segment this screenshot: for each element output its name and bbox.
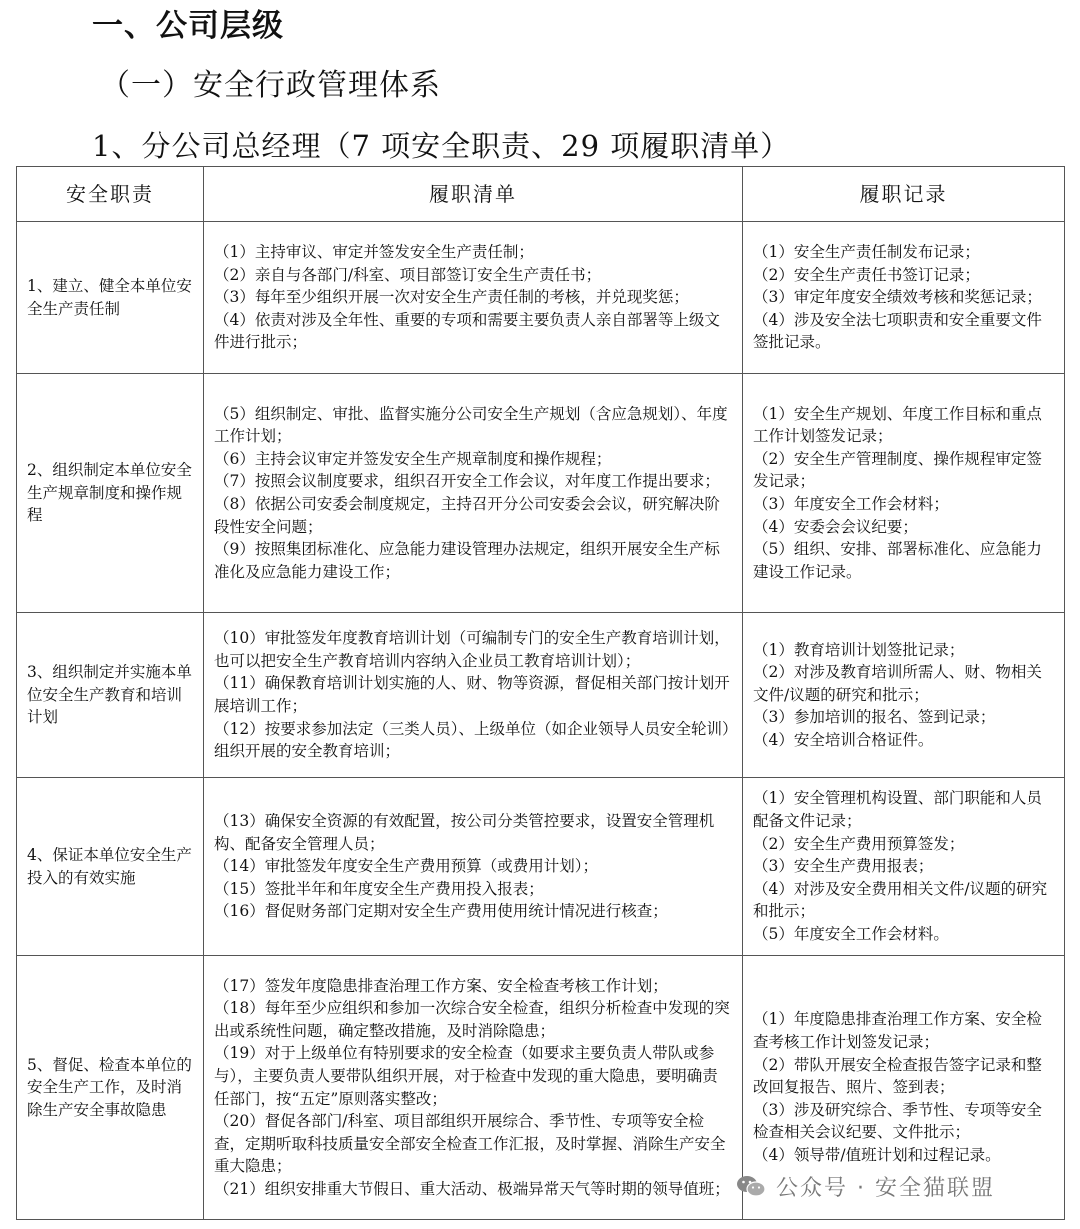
duty-cell: 2、组织制定本单位安全生产规章制度和操作规程 <box>17 374 204 613</box>
section-heading: 一、公司层级 <box>92 8 284 44</box>
record-item: （5）组织、安排、部署标准化、应急能力建设工作记录。 <box>753 540 1042 581</box>
list-item: （16）督促财务部门定期对安全生产费用使用统计情况进行核查； <box>214 902 668 921</box>
record-item: （4）涉及安全法七项职责和安全重要文件签批记录。 <box>753 310 1042 352</box>
list-item: （13）确保安全资源的有效配置，按公司分类管控要求，设置安全管理机构、配备安全管理人员； <box>214 812 715 853</box>
list-item: （21）组织安排重大节假日、重大活动、极端异常天气等时期的领导值班； <box>214 1179 730 1198</box>
record-item: （2）带队开展安全检查报告签字记录和整改回复报告、照片、签到表； <box>753 1055 1042 1097</box>
record-item: （1）安全管理机构设置、部门职能和人员配备文件记录； <box>753 789 1042 831</box>
list-cell <box>204 613 743 778</box>
duty-cell: 5、督促、检查本单位的安全生产工作，及时消除生产安全事故隐患 <box>17 956 204 1220</box>
list-item: （3）每年至少组织开展一次对安全生产责任制的考核，并兑现奖惩； <box>214 288 689 307</box>
list-cell <box>204 956 743 1220</box>
record-item: （2）安全生产费用预算签发； <box>753 834 965 853</box>
records-cell <box>743 778 1065 956</box>
table-row <box>17 222 1065 374</box>
table-title: 1、分公司总经理（7 项安全职责、29 项履职清单） <box>92 129 791 163</box>
records-cell <box>743 613 1065 778</box>
list-item: （6）主持会议审定并签发安全生产规章制度和操作规程； <box>214 449 612 468</box>
duty-cell: 3、组织制定并实施本单位安全生产教育和培训计划 <box>17 613 204 778</box>
list-item: （10）审批签发年度教育培训计划（可编制专门的安全生产教育培训计划，也可以把安全生产教育培训内容纳入企业员工教育培训计划）； <box>214 629 730 670</box>
record-item: （1）安全生产责任制发布记录； <box>753 243 980 262</box>
watermark <box>736 1166 995 1206</box>
record-item: （1）教育培训计划签批记录； <box>753 640 965 659</box>
table-header-row <box>17 167 1065 222</box>
wechat-icon <box>736 1174 766 1198</box>
record-item: （1）年度隐患排查治理工作方案、安全检查考核工作计划签发记录； <box>753 1010 1042 1052</box>
record-item: （5）年度安全工作会材料。 <box>753 924 949 943</box>
list-cell <box>204 222 743 374</box>
subsection-heading: （一）安全行政管理体系 <box>100 68 441 103</box>
records-cell <box>743 374 1065 613</box>
record-item: （2）安全生产管理制度、操作规程审定签发记录； <box>753 449 1042 491</box>
list-cell <box>204 374 743 613</box>
list-item: （8）依据公司安委会制度规定，主持召开分公司安委会会议，研究解决阶段性安全问题； <box>214 495 720 536</box>
record-item: （3）审定年度安全绩效考核和奖惩记录； <box>753 288 1042 307</box>
list-item: （1）主持审议、审定并签发安全生产责任制； <box>214 243 534 262</box>
list-item: （7）按照会议制度要求，组织召开安全工作会议，对年度工作提出要求； <box>214 472 720 491</box>
list-item: （15）签批半年和年度安全生产费用投入报表； <box>214 879 544 898</box>
list-item: （9）按照集团标准化、应急能力建设管理办法规定，组织开展安全生产标准化及应急能力建设工作； <box>214 540 720 581</box>
header-records: 履职记录 <box>743 167 1065 222</box>
record-item: （3）涉及研究综合、季节性、专项等安全检查相关会议纪要、文件批示； <box>753 1100 1042 1142</box>
header-list: 履职清单 <box>204 167 743 222</box>
list-item: （12）按要求参加法定（三类人员）、上级单位（如企业领导人员安全轮训）组织开展的安全教育培训； <box>214 719 730 761</box>
list-item: （5）组织制定、审批、监督实施分公司安全生产规划（含应急规划）、年度工作计划； <box>214 404 728 446</box>
record-item: （4）安委会会议纪要； <box>753 517 918 536</box>
table-row <box>17 613 1065 778</box>
watermark-text: 公众号 · 安全猫联盟 <box>776 1175 995 1201</box>
table-row <box>17 374 1065 613</box>
list-item: （11）确保教育培训计划实施的人、财、物等资源，督促相关部门按计划开展培训工作； <box>214 674 730 715</box>
record-item: （2）安全生产责任书签订记录； <box>753 265 980 284</box>
list-item: （17）签发年度隐患排查治理工作方案、安全检查考核工作计划； <box>214 976 668 995</box>
list-item: （19）对于上级单位有特别要求的安全检查（如要求主要负责人带队或参与），主要负责人要带队组织开展，对于检查中发现的重大隐患，要明确责任部门，按“五定”原则落实整改； <box>214 1044 718 1108</box>
record-item: （4）对涉及安全费用相关文件/议题的研究和批示； <box>753 879 1048 921</box>
records-cell <box>743 222 1065 374</box>
list-item: （4）依责对涉及全年性、重要的专项和需要主要负责人亲自部署等上级文件进行批示； <box>214 310 720 352</box>
header-duty: 安全职责 <box>17 167 204 222</box>
record-item: （3）安全生产费用报表； <box>753 857 934 876</box>
table-row <box>17 778 1065 956</box>
duty-table <box>16 166 1065 1220</box>
record-item: （4）领导带/值班计划和过程记录。 <box>753 1145 1001 1164</box>
list-item: （18）每年至少应组织和参加一次综合安全检查，组织分析检查中发现的突出或系统性问题，确定整改措施，及时消除隐患； <box>214 999 730 1040</box>
record-item: （2）对涉及教育培训所需人、财、物相关文件/议题的研究和批示； <box>753 663 1042 704</box>
record-item: （4）安全培训合格证件。 <box>753 730 934 749</box>
record-item: （1）安全生产规划、年度工作目标和重点工作计划签发记录； <box>753 404 1042 446</box>
list-item: （2）亲自与各部门/科室、项目部签订安全生产责任书； <box>214 265 602 284</box>
record-item: （3）参加培训的报名、签到记录； <box>753 708 996 727</box>
list-item: （14）审批签发年度安全生产费用预算（或费用计划）； <box>214 857 598 876</box>
list-cell <box>204 778 743 956</box>
record-item: （3）年度安全工作会材料； <box>753 495 949 513</box>
duty-cell: 1、建立、健全本单位安全生产责任制 <box>17 222 204 374</box>
duty-cell: 4、保证本单位安全生产投入的有效实施 <box>17 778 204 956</box>
list-item: （20）督促各部门/科室、项目部组织开展综合、季节性、专项等安全检查，定期听取科技质量安全部安全检查工作汇报，及时掌握、消除生产安全重大隐患； <box>214 1112 726 1176</box>
